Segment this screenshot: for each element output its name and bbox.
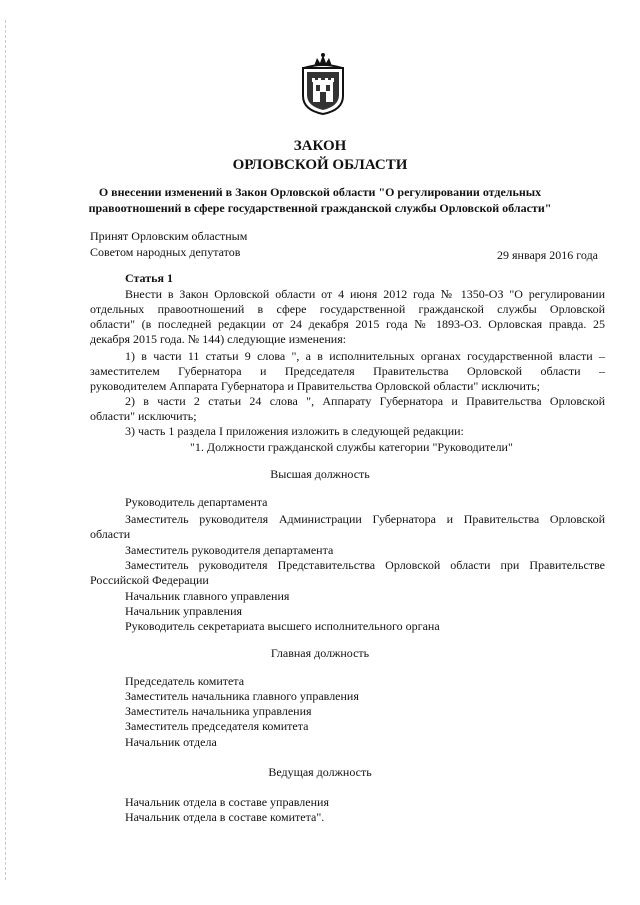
list-item: Заместитель руководителя Представительства Орловской области при Правительстве xyxy=(125,558,605,572)
list-item: Начальник отдела в составе управления xyxy=(125,795,329,809)
body-line: отдельных правоотношений в сфере государственной гражданской службы Орловской xyxy=(90,302,605,316)
region-title: ОРЛОВСКОЙ ОБЛАСТИ xyxy=(232,157,408,173)
article-title: Статья 1 xyxy=(125,271,173,285)
body-line: руководителем Аппарата Губернатора и Правительства Орловской области" исключить; xyxy=(90,379,540,393)
body-line: 3) часть 1 раздела I приложения изложить в следующей редакции: xyxy=(125,424,464,438)
body-line: области" (в последней редакции от 24 декабря 2015 года № 1893-ОЗ. Орловская правда. 25 xyxy=(90,317,605,331)
adopted-by-line-1: Принят Орловским областным xyxy=(90,229,248,243)
body-line: 1) в части 11 статьи 9 слова ", а в исполнительных органах государственной власти – xyxy=(125,349,605,363)
list-item: Заместитель начальника главного управления xyxy=(125,689,359,703)
coat-of-arms-emblem xyxy=(298,52,348,116)
group-title-leading: Ведущая должность xyxy=(268,765,372,779)
body-line: заместителем Губернатора и Председателя Правительства Орловской области – xyxy=(90,364,605,378)
group-title-highest: Высшая должность xyxy=(270,467,370,481)
body-line: 2) в части 2 статьи 24 слова ", Аппарату Губернатора и Правительства Орловской xyxy=(125,394,605,408)
list-item: Заместитель председателя комитета xyxy=(125,719,309,733)
group-title-main: Главная должность xyxy=(270,646,370,660)
law-subtitle-line-1: О внесении изменений в Закон Орловской области "О регулировании отдельных xyxy=(98,185,542,199)
body-line: Внести в Закон Орловской области от 4 июня 2012 года № 1350-ОЗ "О регулировании xyxy=(125,287,605,301)
adopted-by-line-2: Советом народных депутатов xyxy=(90,245,241,259)
body-line: декабря 2015 года. № 144) следующие изменения: xyxy=(90,332,347,346)
law-subtitle-line-2: правоотношений в сфере государственной гражданской службы Орловской области" xyxy=(88,201,552,215)
list-item: Начальник отдела в составе комитета". xyxy=(125,810,325,824)
list-item: Заместитель руководителя Администрации Губернатора и Правительства Орловской xyxy=(125,512,605,526)
body-line: области" исключить; xyxy=(90,409,197,423)
list-item: Российской Федерации xyxy=(90,573,209,587)
list-item: Руководитель департамента xyxy=(125,495,268,509)
list-item: области xyxy=(90,527,131,541)
list-item: Руководитель секретариата высшего исполнительного органа xyxy=(125,619,440,633)
adoption-date: 29 января 2016 года xyxy=(497,248,599,262)
law-title: ЗАКОН xyxy=(293,138,347,154)
list-item: Начальник управления xyxy=(125,604,243,618)
list-item: Председатель комитета xyxy=(125,674,245,688)
list-item: Начальник главного управления xyxy=(125,589,290,603)
positions-list-heading: "1. Должности гражданской службы категории "Руководители" xyxy=(190,440,513,454)
list-item: Заместитель начальника управления xyxy=(125,704,312,718)
list-item: Заместитель руководителя департамента xyxy=(125,543,334,557)
list-item: Начальник отдела xyxy=(125,735,217,749)
